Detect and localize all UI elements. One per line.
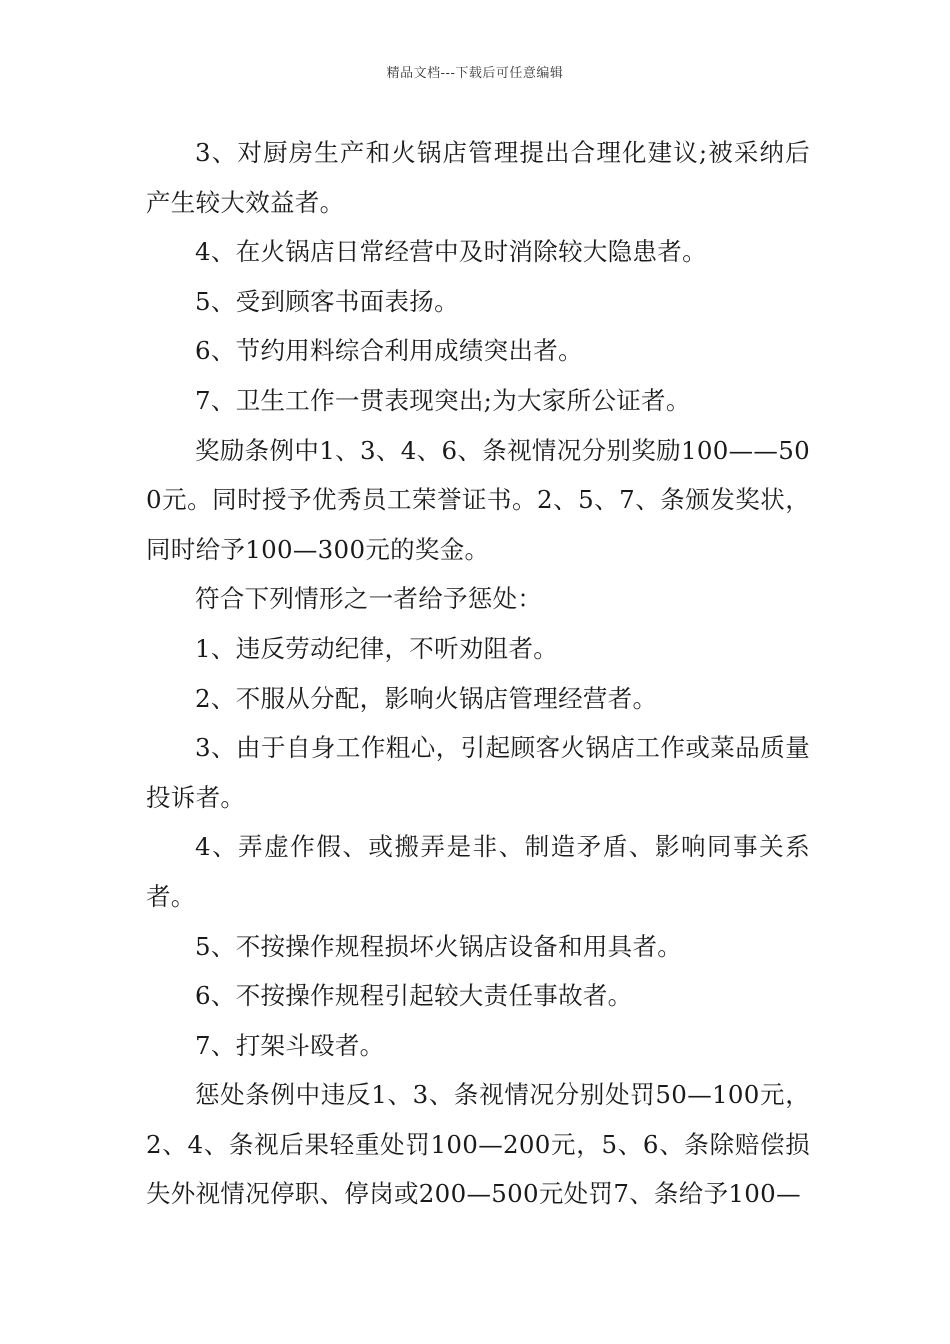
paragraph-penalty-7: 7、打架斗殴者。 [195, 1030, 385, 1060]
paragraph-penalty-6: 6、不按操作规程引起较大责任事故者。 [195, 981, 633, 1011]
paragraph-reward-7: 7、卫生工作一贯表现突出;为大家所公证者。 [195, 385, 691, 415]
paragraph-reward-5: 5、受到顾客书面表扬。 [195, 286, 459, 316]
page-header: 精品文档---下载后可任意编辑 [386, 66, 564, 81]
paragraph-penalty-rules: 惩处条例中违反1、3、条视情况分别处罚50—100元，2、4、条视后果轻重处罚100—200元，5、6、条除赔偿损失外视情况停职、停岗或200—500元处罚7、条给予100— [146, 1080, 810, 1209]
paragraph-reward-6: 6、节约用料综合利用成绩突出者。 [195, 336, 583, 366]
paragraph-penalty-3: 3、由于自身工作粗心，引起顾客火锅店工作或菜品质量投诉者。 [146, 733, 810, 812]
paragraph-reward-3: 3、对厨房生产和火锅店管理提出合理化建议;被采纳后产生较大效益者。 [146, 138, 810, 217]
paragraph-reward-4: 4、在火锅店日常经营中及时消除较大隐患者。 [195, 237, 707, 267]
paragraph-penalty-5: 5、不按操作规程损坏火锅店设备和用具者。 [195, 931, 683, 961]
paragraph-penalty-intro: 符合下列情形之一者给予惩处： [195, 584, 543, 614]
paragraph-reward-rules: 奖励条例中1、3、4、6、条视情况分别奖励100——500元。同时授予优秀员工荣誉证书。2、5、7、条颁发奖状，同时给予100—300元的奖金。 [146, 435, 810, 564]
paragraph-penalty-4: 4、弄虚作假、或搬弄是非、制造矛盾、影响同事关系者。 [146, 832, 810, 911]
paragraph-penalty-2: 2、不服从分配，影响火锅店管理经营者。 [195, 683, 658, 713]
paragraph-penalty-1: 1、违反劳动纪律，不听劝阻者。 [195, 633, 559, 663]
document-body [146, 128, 810, 1219]
